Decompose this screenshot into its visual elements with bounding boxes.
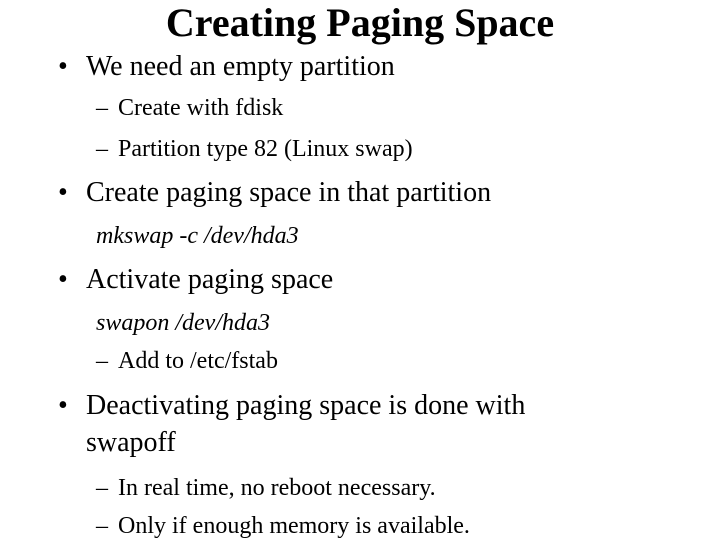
sub-text-memory: Only if enough memory is available. xyxy=(118,513,470,539)
bullet-marker: • xyxy=(58,390,68,421)
sub-text-fdisk: Create with fdisk xyxy=(118,95,284,121)
bullet-marker: • xyxy=(58,264,68,295)
bullet-marker: • xyxy=(58,177,68,208)
sub-text-real-time: In real time, no reboot necessary. xyxy=(118,475,436,501)
bullet-text-activate: Activate paging space xyxy=(86,264,334,295)
sub-text-fstab: Add to /etc/fstab xyxy=(118,348,278,374)
bullet-text-deactivate-line1: Deactivating paging space is done with xyxy=(86,390,526,421)
bullet-text-deactivate-line2: swapoff xyxy=(86,427,176,458)
dash-marker: – xyxy=(96,95,108,121)
dash-marker: – xyxy=(96,136,108,162)
dash-marker: – xyxy=(96,513,108,539)
sub-text-partition-type: Partition type 82 (Linux swap) xyxy=(118,136,413,162)
bullet-marker: • xyxy=(58,51,68,82)
dash-marker: – xyxy=(96,348,108,374)
dash-marker: – xyxy=(96,475,108,501)
page-title: Creating Paging Space xyxy=(165,0,555,45)
command-mkswap: mkswap -c /dev/hda3 xyxy=(96,223,299,249)
bullet-text-need-partition: We need an empty partition xyxy=(86,51,395,82)
command-swapon: swapon /dev/hda3 xyxy=(96,310,270,336)
bullet-text-create-paging: Create paging space in that partition xyxy=(86,177,492,208)
